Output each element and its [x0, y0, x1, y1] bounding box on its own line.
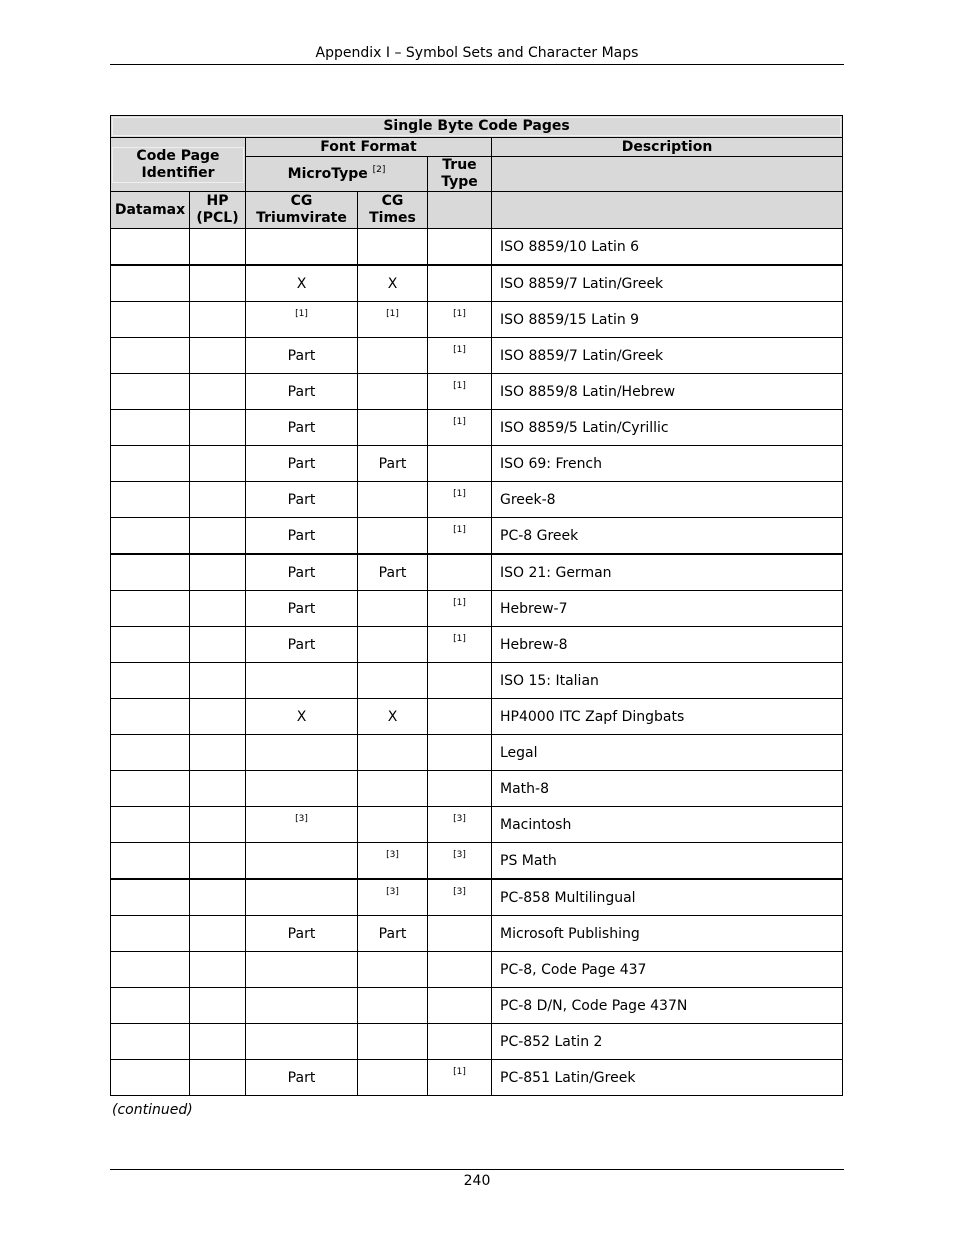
cell-truetype	[428, 627, 492, 663]
cell-cg-times	[358, 771, 428, 807]
cell-cg-triumvirate-text: X	[296, 708, 307, 725]
cell-cg-times-text: Part	[378, 564, 407, 581]
cell-description	[492, 229, 843, 266]
cell-cg-triumvirate	[246, 554, 358, 591]
table-row	[111, 1024, 843, 1060]
cell-cg-triumvirate	[246, 988, 358, 1024]
cell-description-text: PC-8, Code Page 437	[500, 961, 647, 978]
cell-cg-times	[358, 1060, 428, 1096]
cell-cg-times	[358, 699, 428, 735]
cell-truetype-text: [1]	[453, 416, 466, 427]
cell-datamax	[111, 482, 190, 518]
cell-hp-pcl	[190, 916, 246, 952]
cell-truetype-text: [3]	[453, 849, 466, 860]
cell-hp-pcl	[190, 482, 246, 518]
cell-cg-triumvirate	[246, 302, 358, 338]
header-rule	[110, 64, 844, 65]
cell-truetype	[428, 482, 492, 518]
cell-description-text: PC-858 Multilingual	[500, 889, 636, 906]
table-row	[111, 518, 843, 555]
cell-truetype-text: [1]	[453, 344, 466, 355]
cell-truetype	[428, 988, 492, 1024]
cell-cg-times-text: X	[387, 708, 398, 725]
cell-description-text: HP4000 ITC Zapf Dingbats	[500, 708, 685, 725]
table-body	[111, 229, 843, 1096]
cell-hp-pcl	[190, 988, 246, 1024]
cell-cg-times-text: Part	[378, 455, 407, 472]
table-row	[111, 482, 843, 518]
cell-truetype-text: [3]	[453, 813, 466, 824]
cell-truetype-text: [1]	[453, 633, 466, 644]
cell-truetype-text: [1]	[453, 524, 466, 535]
datamax-header: Datamax	[111, 192, 190, 229]
cell-cg-triumvirate	[246, 699, 358, 735]
cell-hp-pcl	[190, 591, 246, 627]
cell-cg-times	[358, 627, 428, 663]
microtype-label: MicroType	[287, 165, 368, 182]
cell-truetype	[428, 699, 492, 735]
cell-description	[492, 302, 843, 338]
cell-hp-pcl	[190, 410, 246, 446]
code-page-identifier-label: Code Page Identifier	[112, 147, 244, 183]
cell-truetype	[428, 1024, 492, 1060]
cell-hp-pcl	[190, 771, 246, 807]
cell-description	[492, 1060, 843, 1096]
cell-datamax	[111, 807, 190, 843]
cell-description	[492, 554, 843, 591]
cell-cg-times	[358, 265, 428, 302]
table-row	[111, 843, 843, 880]
cell-hp-pcl	[190, 265, 246, 302]
cell-description	[492, 699, 843, 735]
cell-cg-times	[358, 338, 428, 374]
cell-datamax	[111, 879, 190, 916]
cell-description-text: ISO 8859/8 Latin/Hebrew	[500, 383, 676, 400]
cell-cg-times	[358, 554, 428, 591]
table-row	[111, 446, 843, 482]
cell-datamax	[111, 1024, 190, 1060]
cell-cg-triumvirate	[246, 771, 358, 807]
cell-cg-triumvirate	[246, 518, 358, 555]
code-pages-table	[110, 115, 843, 1096]
cell-cg-triumvirate	[246, 338, 358, 374]
cell-description	[492, 374, 843, 410]
truetype-subheader-blank	[428, 192, 492, 229]
cell-hp-pcl	[190, 1024, 246, 1060]
cell-cg-triumvirate	[246, 374, 358, 410]
cell-cg-times	[358, 663, 428, 699]
cell-datamax	[111, 338, 190, 374]
cell-cg-triumvirate	[246, 482, 358, 518]
cell-truetype	[428, 591, 492, 627]
cell-cg-times	[358, 879, 428, 916]
cell-cg-triumvirate	[246, 663, 358, 699]
cell-truetype	[428, 735, 492, 771]
table-row	[111, 735, 843, 771]
cell-cg-times	[358, 952, 428, 988]
cell-truetype	[428, 771, 492, 807]
cell-cg-triumvirate-text: [3]	[295, 813, 308, 824]
table-row	[111, 302, 843, 338]
cell-hp-pcl	[190, 735, 246, 771]
cell-cg-triumvirate-text: Part	[287, 383, 316, 400]
cell-cg-times-text: [3]	[386, 849, 399, 860]
cell-hp-pcl	[190, 879, 246, 916]
cell-cg-triumvirate	[246, 735, 358, 771]
table-row	[111, 627, 843, 663]
cell-description	[492, 663, 843, 699]
cell-description-text: ISO 69: French	[500, 455, 603, 472]
cell-description-text: PS Math	[500, 852, 557, 869]
cell-description-text: PC-851 Latin/Greek	[500, 1069, 636, 1086]
table-row	[111, 591, 843, 627]
cell-cg-times	[358, 916, 428, 952]
cell-datamax	[111, 229, 190, 266]
hp-pcl-header: HP (PCL)	[190, 192, 246, 229]
cell-truetype	[428, 302, 492, 338]
cell-truetype	[428, 663, 492, 699]
cell-description	[492, 410, 843, 446]
font-format-header: Font Format	[246, 138, 492, 157]
table-row	[111, 663, 843, 699]
cell-cg-times	[358, 302, 428, 338]
cell-cg-times	[358, 518, 428, 555]
cell-description-text: PC-8 Greek	[500, 527, 579, 544]
cell-cg-times	[358, 482, 428, 518]
cell-hp-pcl	[190, 699, 246, 735]
cell-hp-pcl	[190, 374, 246, 410]
footer-rule	[110, 1169, 844, 1170]
table-row	[111, 916, 843, 952]
cell-datamax	[111, 302, 190, 338]
cell-cg-times	[358, 988, 428, 1024]
cell-cg-triumvirate	[246, 807, 358, 843]
description-subheader-blank-2	[492, 192, 843, 229]
cell-hp-pcl	[190, 446, 246, 482]
cell-cg-times	[358, 807, 428, 843]
cell-hp-pcl	[190, 807, 246, 843]
cell-description	[492, 1024, 843, 1060]
cell-datamax	[111, 988, 190, 1024]
cell-truetype-text: [3]	[453, 886, 466, 897]
cell-cg-triumvirate	[246, 229, 358, 266]
cell-description-text: ISO 8859/7 Latin/Greek	[500, 347, 664, 364]
cell-truetype	[428, 807, 492, 843]
cell-datamax	[111, 952, 190, 988]
cell-truetype-text: [1]	[453, 380, 466, 391]
page-header: Appendix I – Symbol Sets and Character Maps	[315, 45, 639, 61]
cell-truetype	[428, 229, 492, 266]
cell-cg-times	[358, 591, 428, 627]
cell-cg-times	[358, 735, 428, 771]
continued-note: (continued)	[112, 1102, 193, 1118]
cell-truetype	[428, 952, 492, 988]
cell-cg-triumvirate	[246, 410, 358, 446]
cell-hp-pcl	[190, 338, 246, 374]
cell-cg-triumvirate	[246, 265, 358, 302]
cell-truetype-text: [1]	[453, 597, 466, 608]
cell-hp-pcl	[190, 1060, 246, 1096]
cell-description	[492, 879, 843, 916]
cell-description-text: ISO 15: Italian	[500, 672, 599, 689]
cell-truetype-text: [1]	[453, 488, 466, 499]
cell-datamax	[111, 771, 190, 807]
cell-description	[492, 446, 843, 482]
table-row	[111, 1060, 843, 1096]
cell-cg-triumvirate	[246, 879, 358, 916]
cell-cg-triumvirate	[246, 916, 358, 952]
cell-datamax	[111, 843, 190, 880]
cell-description	[492, 735, 843, 771]
cell-description-text: Greek-8	[500, 491, 556, 508]
cell-description	[492, 988, 843, 1024]
table-row	[111, 374, 843, 410]
cell-cg-triumvirate-text: Part	[287, 925, 316, 942]
cell-description	[492, 518, 843, 555]
cell-truetype	[428, 554, 492, 591]
cell-description-text: ISO 8859/5 Latin/Cyrillic	[500, 419, 669, 436]
cell-description	[492, 265, 843, 302]
cell-description-text: ISO 8859/10 Latin 6	[500, 238, 640, 255]
cell-datamax	[111, 1060, 190, 1096]
table-row	[111, 952, 843, 988]
cell-description-text: PC-8 D/N, Code Page 437N	[500, 997, 688, 1014]
cell-description	[492, 916, 843, 952]
cell-cg-triumvirate	[246, 1060, 358, 1096]
cell-truetype	[428, 518, 492, 555]
cell-cg-triumvirate	[246, 843, 358, 880]
microtype-footnote: [2]	[372, 164, 386, 175]
table-row	[111, 338, 843, 374]
cell-cg-times-text: [3]	[386, 886, 399, 897]
cell-truetype-text: [1]	[453, 308, 466, 319]
cell-cg-triumvirate-text: Part	[287, 347, 316, 364]
cell-hp-pcl	[190, 843, 246, 880]
cell-cg-times	[358, 843, 428, 880]
cell-hp-pcl	[190, 302, 246, 338]
cell-hp-pcl	[190, 229, 246, 266]
cell-description	[492, 591, 843, 627]
description-header: Description	[492, 138, 843, 157]
cell-cg-triumvirate-text: Part	[287, 600, 316, 617]
cell-description-text: Microsoft Publishing	[500, 925, 640, 942]
cell-cg-times	[358, 410, 428, 446]
cell-description	[492, 952, 843, 988]
cell-cg-triumvirate-text: Part	[287, 491, 316, 508]
cell-cg-times-text: [1]	[386, 308, 399, 319]
cell-description-text: ISO 8859/7 Latin/Greek	[500, 275, 664, 292]
cell-hp-pcl	[190, 627, 246, 663]
cell-datamax	[111, 699, 190, 735]
cell-cg-times	[358, 374, 428, 410]
cell-cg-times	[358, 229, 428, 266]
page-number: 240	[463, 1173, 491, 1189]
cell-truetype	[428, 916, 492, 952]
cell-cg-triumvirate	[246, 446, 358, 482]
cell-datamax	[111, 374, 190, 410]
cell-cg-triumvirate-text: Part	[287, 1069, 316, 1086]
cell-cg-triumvirate-text: Part	[287, 527, 316, 544]
cell-cg-triumvirate-text: Part	[287, 564, 316, 581]
cell-hp-pcl	[190, 663, 246, 699]
cell-datamax	[111, 554, 190, 591]
table-row	[111, 699, 843, 735]
table-row	[111, 410, 843, 446]
table-row	[111, 807, 843, 843]
cell-cg-triumvirate	[246, 591, 358, 627]
table-row	[111, 265, 843, 302]
cell-datamax	[111, 518, 190, 555]
cell-truetype	[428, 879, 492, 916]
table-row	[111, 554, 843, 591]
cell-description-text: Legal	[500, 744, 538, 761]
cell-description	[492, 482, 843, 518]
cell-truetype	[428, 1060, 492, 1096]
cell-cg-triumvirate	[246, 952, 358, 988]
cell-truetype-text: [1]	[453, 1066, 466, 1077]
cell-description-text: Hebrew-8	[500, 636, 568, 653]
cell-truetype	[428, 374, 492, 410]
table-row	[111, 988, 843, 1024]
cell-description-text: ISO 8859/15 Latin 9	[500, 311, 640, 328]
table-row	[111, 229, 843, 266]
table-title: Single Byte Code Pages	[112, 117, 841, 136]
microtype-header	[246, 157, 428, 192]
cell-datamax	[111, 591, 190, 627]
cell-truetype	[428, 410, 492, 446]
cell-description	[492, 807, 843, 843]
cell-datamax	[111, 446, 190, 482]
cell-description	[492, 771, 843, 807]
table-title-cell	[111, 116, 843, 138]
cell-cg-times-text: Part	[378, 925, 407, 942]
cell-description	[492, 627, 843, 663]
cell-cg-times	[358, 446, 428, 482]
cell-datamax	[111, 265, 190, 302]
cell-datamax	[111, 916, 190, 952]
cell-description-text: PC-852 Latin 2	[500, 1033, 603, 1050]
cell-datamax	[111, 663, 190, 699]
cell-cg-triumvirate-text: Part	[287, 455, 316, 472]
cell-cg-times	[358, 1024, 428, 1060]
cell-truetype	[428, 265, 492, 302]
table-row	[111, 879, 843, 916]
cell-hp-pcl	[190, 554, 246, 591]
cell-description-text: Math-8	[500, 780, 549, 797]
cell-cg-triumvirate-text: X	[296, 275, 307, 292]
code-page-identifier-header	[111, 138, 246, 192]
cell-description	[492, 338, 843, 374]
cell-datamax	[111, 735, 190, 771]
description-subheader-blank	[492, 157, 843, 192]
cell-description-text: Macintosh	[500, 816, 572, 833]
cell-datamax	[111, 627, 190, 663]
cell-cg-triumvirate-text: [1]	[295, 308, 308, 319]
cg-triumvirate-header: CG Triumvirate	[246, 192, 358, 229]
cell-datamax	[111, 410, 190, 446]
cg-times-header: CG Times	[358, 192, 428, 229]
cell-description-text: ISO 21: German	[500, 564, 612, 581]
cell-cg-triumvirate	[246, 1024, 358, 1060]
cell-cg-times-text: X	[387, 275, 398, 292]
cell-cg-triumvirate-text: Part	[287, 419, 316, 436]
cell-cg-triumvirate-text: Part	[287, 636, 316, 653]
cell-truetype	[428, 843, 492, 880]
cell-truetype	[428, 338, 492, 374]
cell-cg-triumvirate	[246, 627, 358, 663]
cell-truetype	[428, 446, 492, 482]
table-row	[111, 771, 843, 807]
cell-description	[492, 843, 843, 880]
truetype-header: True Type	[428, 157, 492, 192]
cell-description-text: Hebrew-7	[500, 600, 568, 617]
cell-hp-pcl	[190, 952, 246, 988]
cell-hp-pcl	[190, 518, 246, 555]
